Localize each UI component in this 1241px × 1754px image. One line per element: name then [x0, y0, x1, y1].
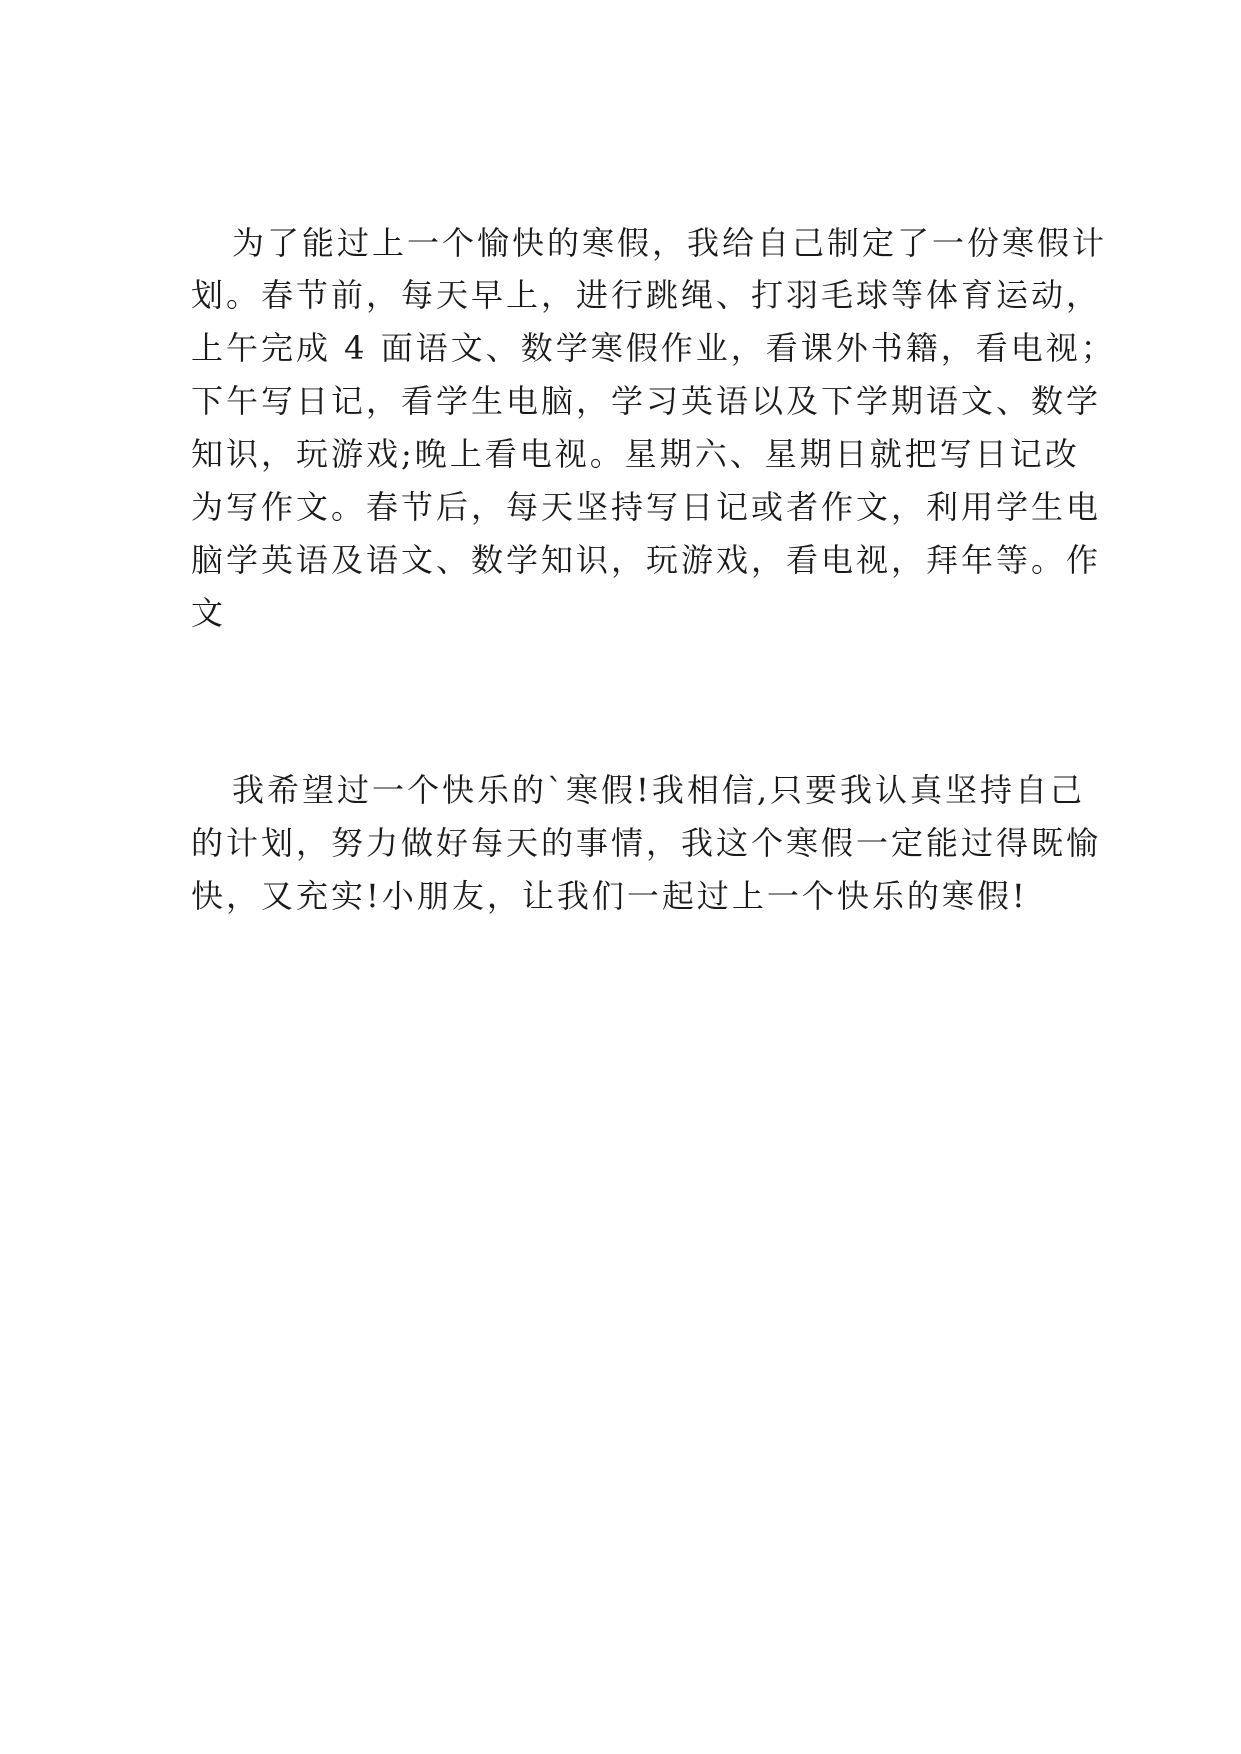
- paragraph-1-line-4: 下午写日记，看学生电脑，学习英语以及下学期语文、数学: [191, 382, 1102, 420]
- paragraph-2-line-2: 的计划，努力做好每天的事情，我这个寒假一定能过得既愉: [191, 824, 1102, 862]
- paragraph-1-line-5: 知识，玩游戏;晚上看电视。星期六、星期日就把写日记改: [191, 435, 1080, 473]
- paragraph-1-line-1: 为了能过上一个愉快的寒假，我给自己制定了一份寒假计: [232, 224, 1108, 262]
- paragraph-1-line-7: 脑学英语及语文、数学知识，玩游戏，看电视，拜年等。作: [191, 541, 1102, 579]
- paragraph-1-line-3: 上午完成 4 面语文、数学寒假作业，看课外书籍，看电视；: [191, 329, 1116, 367]
- paragraph-1-line-6: 为写作文。春节后，每天坚持写日记或者作文，利用学生电: [191, 488, 1102, 526]
- paragraph-2-line-1: 我希望过一个快乐的`寒假!我相信,只要我认真坚持自己: [232, 771, 1086, 809]
- paragraph-1-line-8: 文: [191, 594, 227, 632]
- paragraph-2-line-3: 快，又充实!小朋友，让我们一起过上一个快乐的寒假!: [191, 877, 1028, 915]
- paragraph-1-line-2: 划。春节前，每天早上，进行跳绳、打羽毛球等体育运动，: [191, 276, 1102, 314]
